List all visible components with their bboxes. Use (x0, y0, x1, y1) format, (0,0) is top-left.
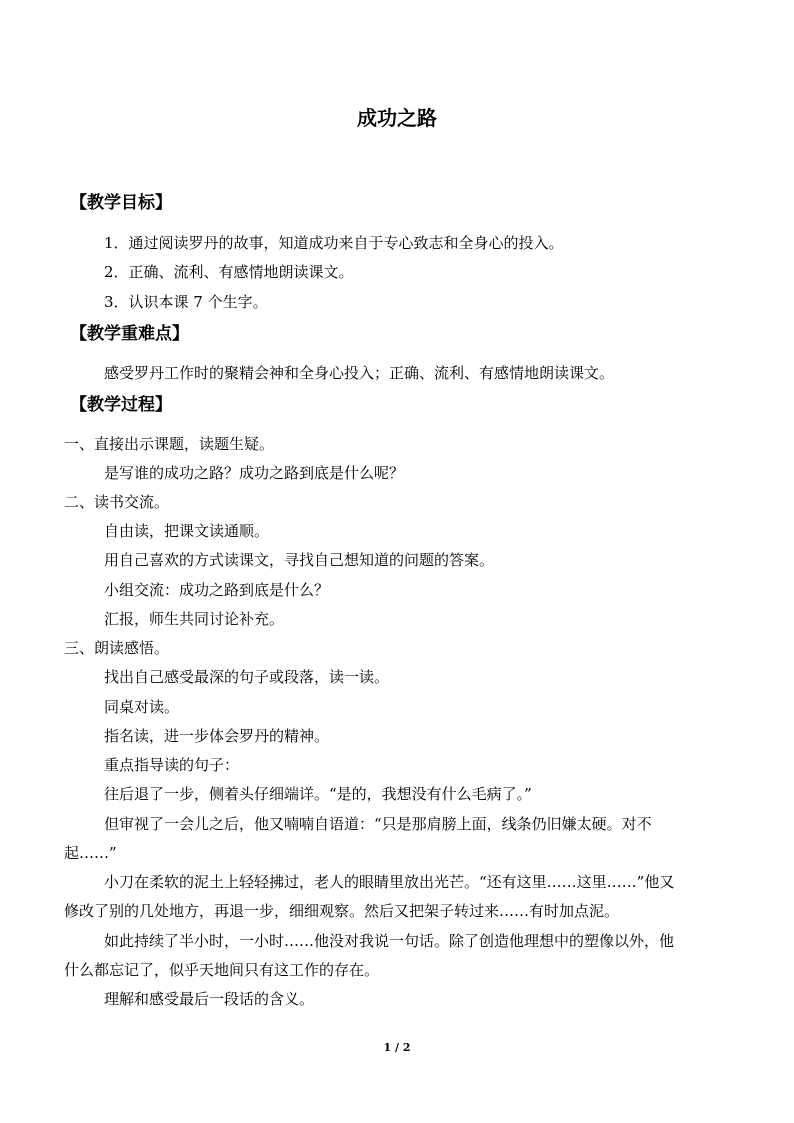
quote-line: 小刀在柔软的泥土上轻轻拂过，老人的眼睛里放出光芒。“还有这里……这里……”他又 (104, 873, 675, 891)
process-line: 自由读，把课文读通顺。 (104, 522, 270, 540)
goal-item: 1．通过阅读罗丹的故事，知道成功来自于专心致志和全身心的投入。 (104, 234, 564, 252)
process-line: 一、直接出示课题，读题生疑。 (64, 435, 275, 453)
key-points-heading: 【教学重难点】 (70, 324, 189, 344)
process-line: 指名读，进一步体会罗丹的精神。 (104, 727, 330, 745)
quote-line: 修改了别的几处地方，再退一步，细细观察。然后又把架子转过来……有时加点泥。 (64, 902, 620, 920)
process-line: 汇报，师生共同讨论补充。 (104, 610, 285, 628)
goals-heading: 【教学目标】 (70, 193, 172, 213)
quote-line: 什么都忘记了，似乎天地间只有这工作的存在。 (64, 961, 380, 979)
process-line: 小组交流：成功之路到底是什么？ (104, 581, 330, 599)
process-line: 重点指导读的句子： (104, 756, 240, 774)
process-line: 找出自己感受最深的句子或段落，读一读。 (104, 668, 390, 686)
quote-line: 起……” (64, 844, 117, 862)
process-line: 是写谁的成功之路？成功之路到底是什么呢？ (104, 464, 405, 482)
process-heading: 【教学过程】 (70, 395, 172, 415)
process-line: 同桌对读。 (104, 698, 180, 716)
quote-line: 但审视了一会儿之后，他又喃喃自语道：“只是那肩膀上面，线条仍旧嫌太硬。对不 (104, 815, 652, 833)
goal-item: 2．正确、流利、有感情地朗读课文。 (104, 263, 354, 281)
process-line: 三、朗读感悟。 (64, 639, 170, 657)
quote-line: 往后退了一步，侧着头仔细端详。“是的，我想没有什么毛病了。” (104, 785, 532, 803)
key-points-text: 感受罗丹工作时的聚精会神和全身心投入；正确、流利、有感情地朗读课文。 (104, 364, 615, 382)
process-line: 二、读书交流。 (64, 493, 170, 511)
goal-item: 3．认识本课 7 个生字。 (104, 293, 268, 311)
page-number: 1 / 2 (383, 1041, 411, 1054)
process-line: 用自己喜欢的方式读课文，寻找自己想知道的问题的答案。 (104, 551, 495, 569)
process-line: 理解和感受最后一段话的含义。 (104, 990, 315, 1008)
page-title: 成功之路 (357, 106, 437, 130)
quote-line: 如此持续了半小时，一小时……他没对我说一句话。除了创造他理想中的塑像以外，他 (104, 932, 675, 950)
